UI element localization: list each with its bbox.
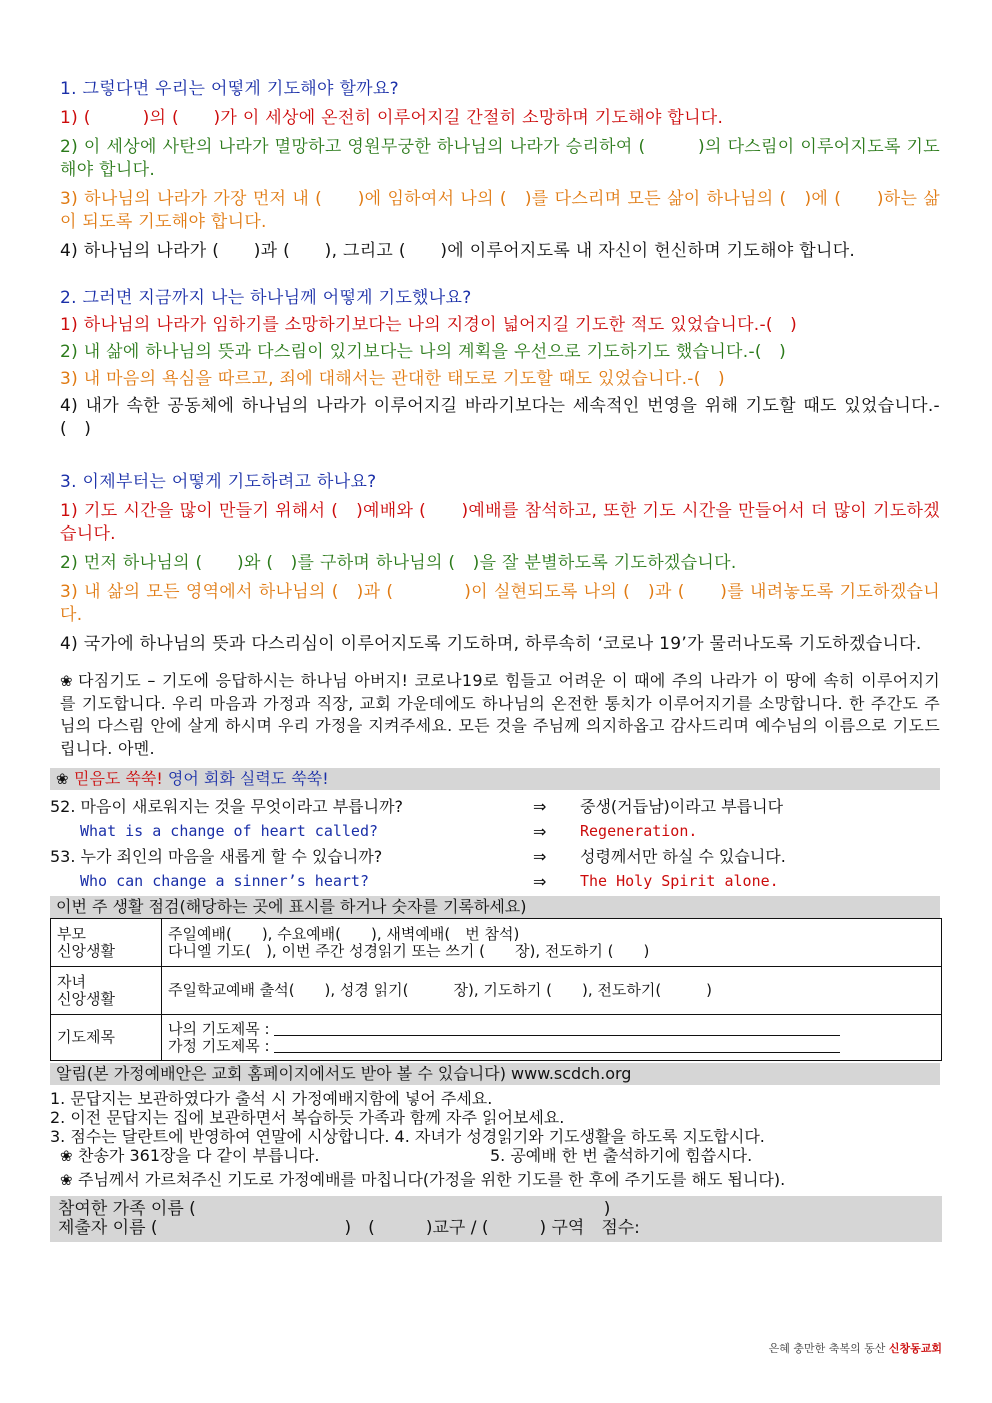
flower-icon: ❀ xyxy=(60,672,73,690)
section1-item-1: 1) ( )의 ( )가 이 세상에 온전히 이루어지길 간절히 소망하며 기도해야 합니다. xyxy=(60,108,724,128)
english-section-bar xyxy=(50,768,940,790)
question-ko: 52. 마음이 새로워지는 것을 무엇이라고 부릅니까? xyxy=(50,797,404,816)
section3-title: 3. 이제부터는 어떻게 기도하려고 하나요? xyxy=(60,472,377,492)
parent-line-2: 다니엘 기도( ), 이번 주간 성경읽기 또는 쓰기 ( 장), 전도하기 ( ) xyxy=(168,941,650,960)
answer-ko: 성령께서만 하실 수 있습니다. xyxy=(580,847,786,866)
flower-icon: ❀ xyxy=(60,1147,73,1165)
qa-row xyxy=(50,844,940,869)
section3-item-4: 4) 국가에 하나님의 뜻과 다스리심이 이루어지도록 기도하며, 하루속히 ‘코로나 19’가 물러나도록 기도하겠습니다. xyxy=(60,634,922,654)
resolution-prayer xyxy=(60,670,940,760)
qa-row-en xyxy=(50,869,940,894)
arrow-icon: ⇒ xyxy=(533,872,547,891)
checklist-subtitle: (해당하는 곳에 표시를 하거나 숫자를 기록하세요) xyxy=(179,897,527,916)
question-en: Who can change a sinner’s heart? xyxy=(80,872,369,890)
note-item: ❀ 찬송가 361장을 다 같이 부릅니다. 5. 공예배 한 번 출석하기에 힘씁시다. xyxy=(60,1146,753,1165)
section2-item-4: 4) 내가 속한 공동체에 하나님의 나라가 이루어지길 바라기보다는 세속적인 번영을 위해 기도할 때도 있었습니다.-( ) xyxy=(60,396,940,439)
answer-en: Regeneration. xyxy=(580,822,698,840)
submission-box[interactable] xyxy=(50,1196,942,1242)
row-head: 부모 신앙생활 xyxy=(51,919,162,967)
note-item: 2. 이전 문답지는 집에 보관하면서 복습하듯 가족과 함께 자주 읽어보세요. xyxy=(50,1108,565,1127)
section3-item-2: 2) 먼저 하나님의 ( )와 ( )를 구하며 하나님의 ( )을 잘 분별하도록 기도하겠습니다. xyxy=(60,553,737,573)
qa-row xyxy=(50,794,940,819)
section1-item-4: 4) 하나님의 나라가 ( )과 ( ), 그리고 ( )에 이루어지도록 내 자신이 헌신하며 기도해야 합니다. xyxy=(60,241,856,261)
arrow-icon: ⇒ xyxy=(533,847,547,866)
checklist-row xyxy=(51,1015,942,1061)
answer-ko: 중생(거듭남)이라고 부릅니다 xyxy=(580,797,784,816)
notice-title: 알림 xyxy=(56,1064,87,1083)
family-names-field[interactable]: 참여한 가족 이름 ( ) xyxy=(58,1199,611,1219)
row-body[interactable] xyxy=(162,967,942,1015)
qa-list xyxy=(50,794,940,894)
checklist-row xyxy=(51,919,942,967)
section1-title: 1. 그렇다면 우리는 어떻게 기도해야 할까요? xyxy=(60,79,399,99)
resolution-label: 다짐기도 xyxy=(78,671,142,690)
question-en: What is a change of heart called? xyxy=(80,822,379,840)
row-body[interactable] xyxy=(162,919,942,967)
arrow-icon: ⇒ xyxy=(533,797,547,816)
notice-text: (본 가정예배안은 교회 홈페이지에서도 받아 볼 수 있습니다) www.scdch.org xyxy=(86,1064,632,1083)
section1-item-2: 2) 이 세상에 사탄의 나라가 멸망하고 영원무궁한 하나님의 나라가 승리하여 ( )의 다스림이 이루어지도록 기도해야 합니다. xyxy=(60,137,940,180)
checklist-row xyxy=(51,967,942,1015)
row-head: 기도제목 xyxy=(51,1015,162,1061)
resolution-text: – 기도에 응답하시는 하나님 아버지! 코로나19로 힘들고 어려운 이 때에 주의 나라가 이 땅에 속히 이루어지기를 기도합니다. 우리 마음과 가정과 직장, 교회 가운데에도 하나님의 온전한 통치가 이루어지기를 소망합니다. 한 주간도 주님의 다스림 안에 살게 하시며 우리 가정을 지켜주세요. 모든 것을 주님께 의지하옵고 감사드리며 예수님의 이름으로 기도드립니다. 아멘. xyxy=(60,671,940,758)
row-head: 자녀 신앙생활 xyxy=(51,967,162,1015)
notice-bar xyxy=(50,1063,940,1085)
english-bar-label-blue: 영어 회화 실력도 쑥쑥! xyxy=(162,769,329,788)
parent-line-1: 주일예배( ), 수요예배( ), 새벽예배( 번 참석) xyxy=(168,924,520,943)
english-bar-label-red: 믿음도 쑥쑥! xyxy=(74,769,163,788)
flower-icon: ❀ xyxy=(60,1171,73,1189)
notes-list xyxy=(50,1089,940,1190)
section1-item-3: 3) 하나님의 나라가 가장 먼저 내 ( )에 임하여서 나의 ( )를 다스리며 모든 삶이 하나님의 ( )에 ( )하는 삶이 되도록 기도해야 합니다. xyxy=(60,189,940,232)
section2-item-1: 1) 하나님의 나라가 임하기를 소망하기보다는 나의 지경이 넓어지길 기도한 적도 있었습니다.-( ) xyxy=(60,315,798,335)
answer-en: The Holy Spirit alone. xyxy=(580,872,779,890)
worship-sheet xyxy=(50,78,940,1242)
note-item: 3. 점수는 달란트에 반영하여 연말에 시상합니다. 4. 자녀가 성경읽기와 기도생활을 하도록 지도합시다. xyxy=(50,1127,765,1146)
footer xyxy=(769,1340,942,1356)
section2-title: 2. 그러면 지금까지 나는 하나님께 어떻게 기도했나요? xyxy=(60,288,472,308)
child-line-1: 주일학교예배 출석( ), 성경 읽기( 장), 기도하기 ( ), 전도하기( ) xyxy=(168,981,713,999)
submitter-field[interactable]: 제출자 이름 ( ) ( )교구 / ( ) 구역 점수: xyxy=(58,1218,640,1238)
church-name: 신창동교회 xyxy=(888,1342,942,1355)
note-item: 1. 문답지는 보관하였다가 출석 시 가정예배지함에 넣어 주세요. xyxy=(50,1089,493,1108)
flower-icon: ❀ xyxy=(56,770,69,788)
checklist-header xyxy=(50,896,940,918)
note-item: ❀ 주님께서 가르쳐주신 기도로 가정예배를 마칩니다(가정을 위한 기도를 한 후에 주기도를 해도 됩니다). xyxy=(60,1170,786,1189)
section2-item-3: 3) 내 마음의 욕심을 따르고, 죄에 대해서는 관대한 태도로 기도할 때도 있었습니다.-( ) xyxy=(60,369,725,389)
arrow-icon: ⇒ xyxy=(533,822,547,841)
qa-row-en xyxy=(50,819,940,844)
section3-item-3: 3) 내 삶의 모든 영역에서 하나님의 ( )과 ( )이 실현되도록 나의 ( )과 ( )를 내려놓도록 기도하겠습니다. xyxy=(60,582,940,625)
checklist-table xyxy=(50,918,942,1061)
checklist-title: 이번 주 생활 점검 xyxy=(56,897,180,916)
question-ko: 53. 누가 죄인의 마음을 새롭게 할 수 있습니까? xyxy=(50,847,383,866)
section2-item-2: 2) 내 삶에 하나님의 뜻과 다스림이 있기보다는 나의 계획을 우선으로 기도하기도 했습니다.-( ) xyxy=(60,342,787,362)
row-body[interactable] xyxy=(162,1015,942,1061)
footer-text: 은혜 충만한 축복의 동산 xyxy=(768,1342,889,1355)
my-prayer-field[interactable]: 나의 기도제목 : xyxy=(168,1021,935,1038)
section3-item-1: 1) 기도 시간을 많이 만들기 위해서 ( )예배와 ( )예배를 참석하고, 또한 기도 시간을 만들어서 더 많이 기도하겠습니다. xyxy=(60,501,940,544)
family-prayer-field[interactable]: 가정 기도제목 : xyxy=(168,1038,935,1055)
